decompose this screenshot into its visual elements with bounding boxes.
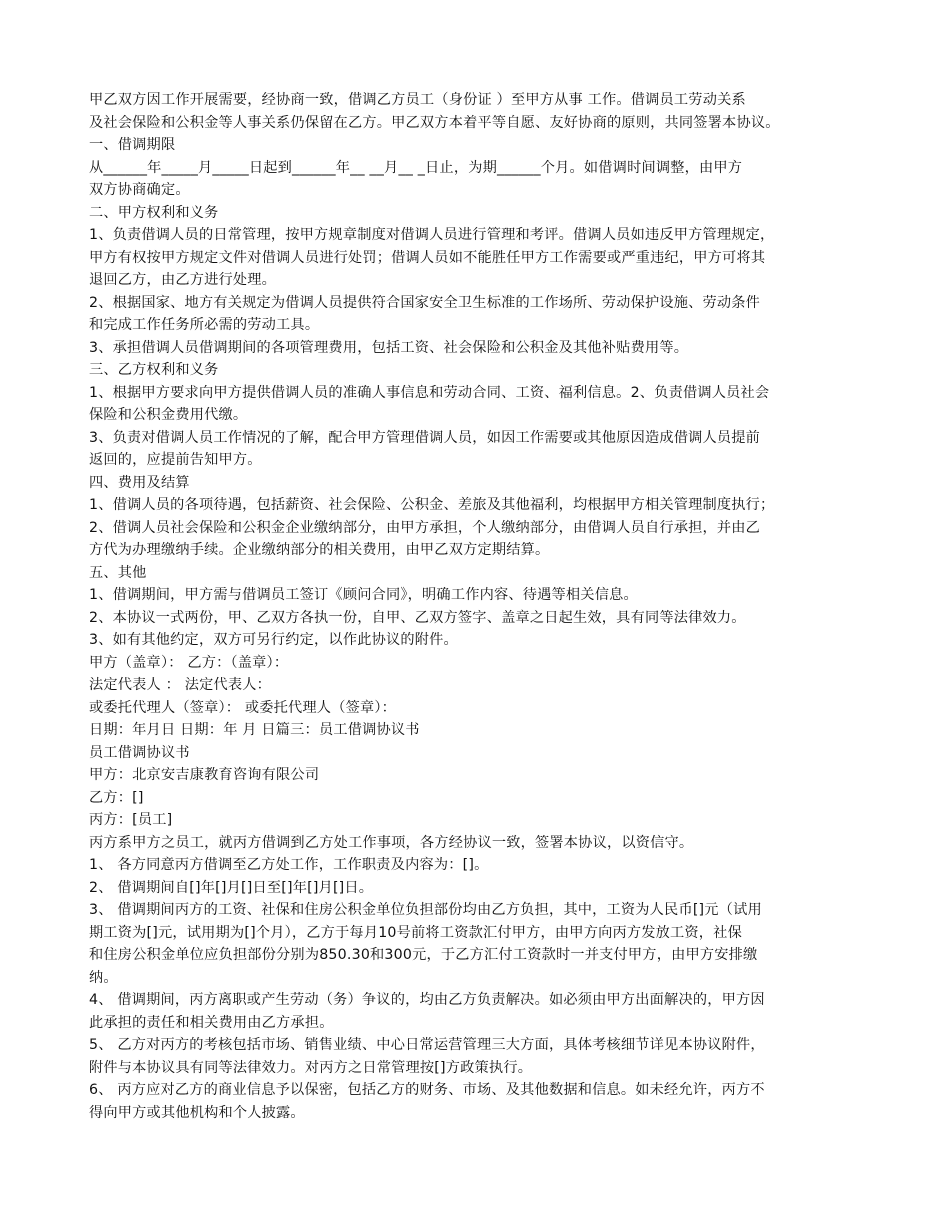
text-line: 返回的，应提前告知甲方。 [89,452,262,468]
section-heading: 四、费用及结算 [89,474,190,491]
text-line: 甲乙双方因工作开展需要，经协商一致，借调乙方员工（身份证 ）至甲方从事 工作。借调员工劳动关系 [89,92,746,108]
text-line: 3、 借调期间丙方的工资、社保和住房公积金单位负担部份均由乙方负担，其中，工资为人民币[]元（试用 [89,902,762,918]
party-line: 甲方：北京安吉康教育咨询有限公司 [89,767,320,783]
text-line: 和完成工作任务所必需的劳动工具。 [89,317,320,333]
text-line: 2、根据国家、地方有关规定为借调人员提供符合国家安全卫生标准的工作场所、劳动保护设施、劳动条件 [89,294,761,311]
date-line: 日期：年月日 日期：年 月 日篇三：员工借调协议书 [89,722,420,738]
text-line: 3、如有其他约定，双方可另行约定，以作此协议的附件。 [89,632,458,648]
text-line: 1、 各方同意丙方借调至乙方处工作，工作职责及内容为：[]。 [89,857,489,873]
text-line: 1、借调期间，甲方需与借调员工签订《顾问合同》，明确工作内容、待遇等相关信息。 [89,587,638,603]
section-heading: 五、其他 [89,564,147,581]
text-line: 甲方有权按甲方规定文件对借调人员进行处罚；借调人员如不能胜任甲方工作需要或严重违纪，甲方可将其 [89,249,766,266]
signature-line: 或委托代理人（签章）： 或委托代理人（签章）： [89,699,397,716]
text-line: 双方协商确定。 [89,182,190,198]
text-line: 和住房公积金单位应负担部份分别为850.30和300元，于乙方汇付工资款时一并支付甲方，由甲方安排缴 [89,947,758,963]
text-line: 1、借调人员的各项待遇，包括薪资、社会保险、公积金、差旅及其他福利，均根据甲方相关管理制度执行； [89,497,775,513]
text-line: 3、承担借调人员借调期间的各项管理费用，包括工资、社会保险和公积金及其他补贴费用等。 [89,339,689,356]
text-line: 退回乙方，由乙方进行处理。 [89,272,277,288]
text-line: 3、负责对借调人员工作情况的了解，配合甲方管理借调人员，如因工作需要或其他原因造成借调人员提前 [89,429,761,446]
section-heading: 一、借调期限 [89,137,176,153]
party-line: 丙方：[员工] [89,812,173,828]
text-line: 1、根据甲方要求向甲方提供借调人员的准确人事信息和劳动合同、工资、福利信息。2、负责借调人员社会 [89,384,770,401]
text-line: 附件与本协议具有同等法律效力。对丙方之日常管理按[]方政策执行。 [89,1059,533,1076]
party-line: 乙方：[] [89,789,144,806]
text-line: 4、 借调期间，丙方离职或产生劳动（务）争议的，均由乙方负责解决。如必须由甲方出面解决的，甲方因 [89,992,765,1008]
text-line: 6、 丙方应对乙方的商业信息予以保密，包括乙方的财务、市场、及其他数据和信息。如未经允许，丙方不 [89,1082,765,1098]
signature-line: 甲方（盖章）： 乙方：（盖章）： [89,654,289,671]
text-line: 期工资为[]元，试用期为[]个月），乙方于每月10号前将工资款汇付甲方，由甲方向丙方发放工资，社保 [89,924,742,941]
section-heading: 二、甲方权利和义务 [89,204,219,221]
section-heading: 三、乙方权利和义务 [89,362,219,378]
text-line: 丙方系甲方之员工，就丙方借调到乙方处工作事项，各方经协议一致，签署本协议，以资信守。 [89,834,694,851]
text-line: 方代为办理缴纳手续。企业缴纳部分的相关费用，由甲乙双方定期结算。 [89,542,550,558]
text-line: 2、本协议一式两份，甲、乙双方各执一份，自甲、乙双方签字、盖章之日起生效，具有同等法律效力。 [89,609,746,626]
text-line: 从______年_____月_____日起到______年__ __月__ _日止，为期______个月。如借调时间调整，由甲方 [89,159,743,176]
signature-line: 法定代表人 ： 法定代表人： [89,677,272,693]
text-line: 得向甲方或其他机构和个人披露。 [89,1104,305,1121]
text-line: 及社会保险和公积金等人事关系仍保留在乙方。甲乙双方本着平等自愿、友好协商的原则，共同签署本协议。 [89,114,780,131]
text-line: 纳。 [89,969,118,986]
text-line: 2、借调人员社会保险和公积金企业缴纳部分，由甲方承担，个人缴纳部分，由借调人员自行承担，并由乙 [89,519,761,536]
text-line: 保险和公积金费用代缴。 [89,407,248,423]
text-line: 2、 借调期间自[]年[]月[]日至[]年[]月[]日。 [89,879,374,896]
text-line: 1、负责借调人员的日常管理，按甲方规章制度对借调人员进行管理和考评。借调人员如违反甲方管理规定， [89,227,775,243]
document-title: 员工借调协议书 [89,744,190,761]
text-line: 此承担的责任和相关费用由乙方承担。 [89,1014,334,1031]
text-line: 5、 乙方对丙方的考核包括市场、销售业绩、中心日常运营管理三大方面，具体考核细节详见本协议附件， [89,1037,765,1053]
